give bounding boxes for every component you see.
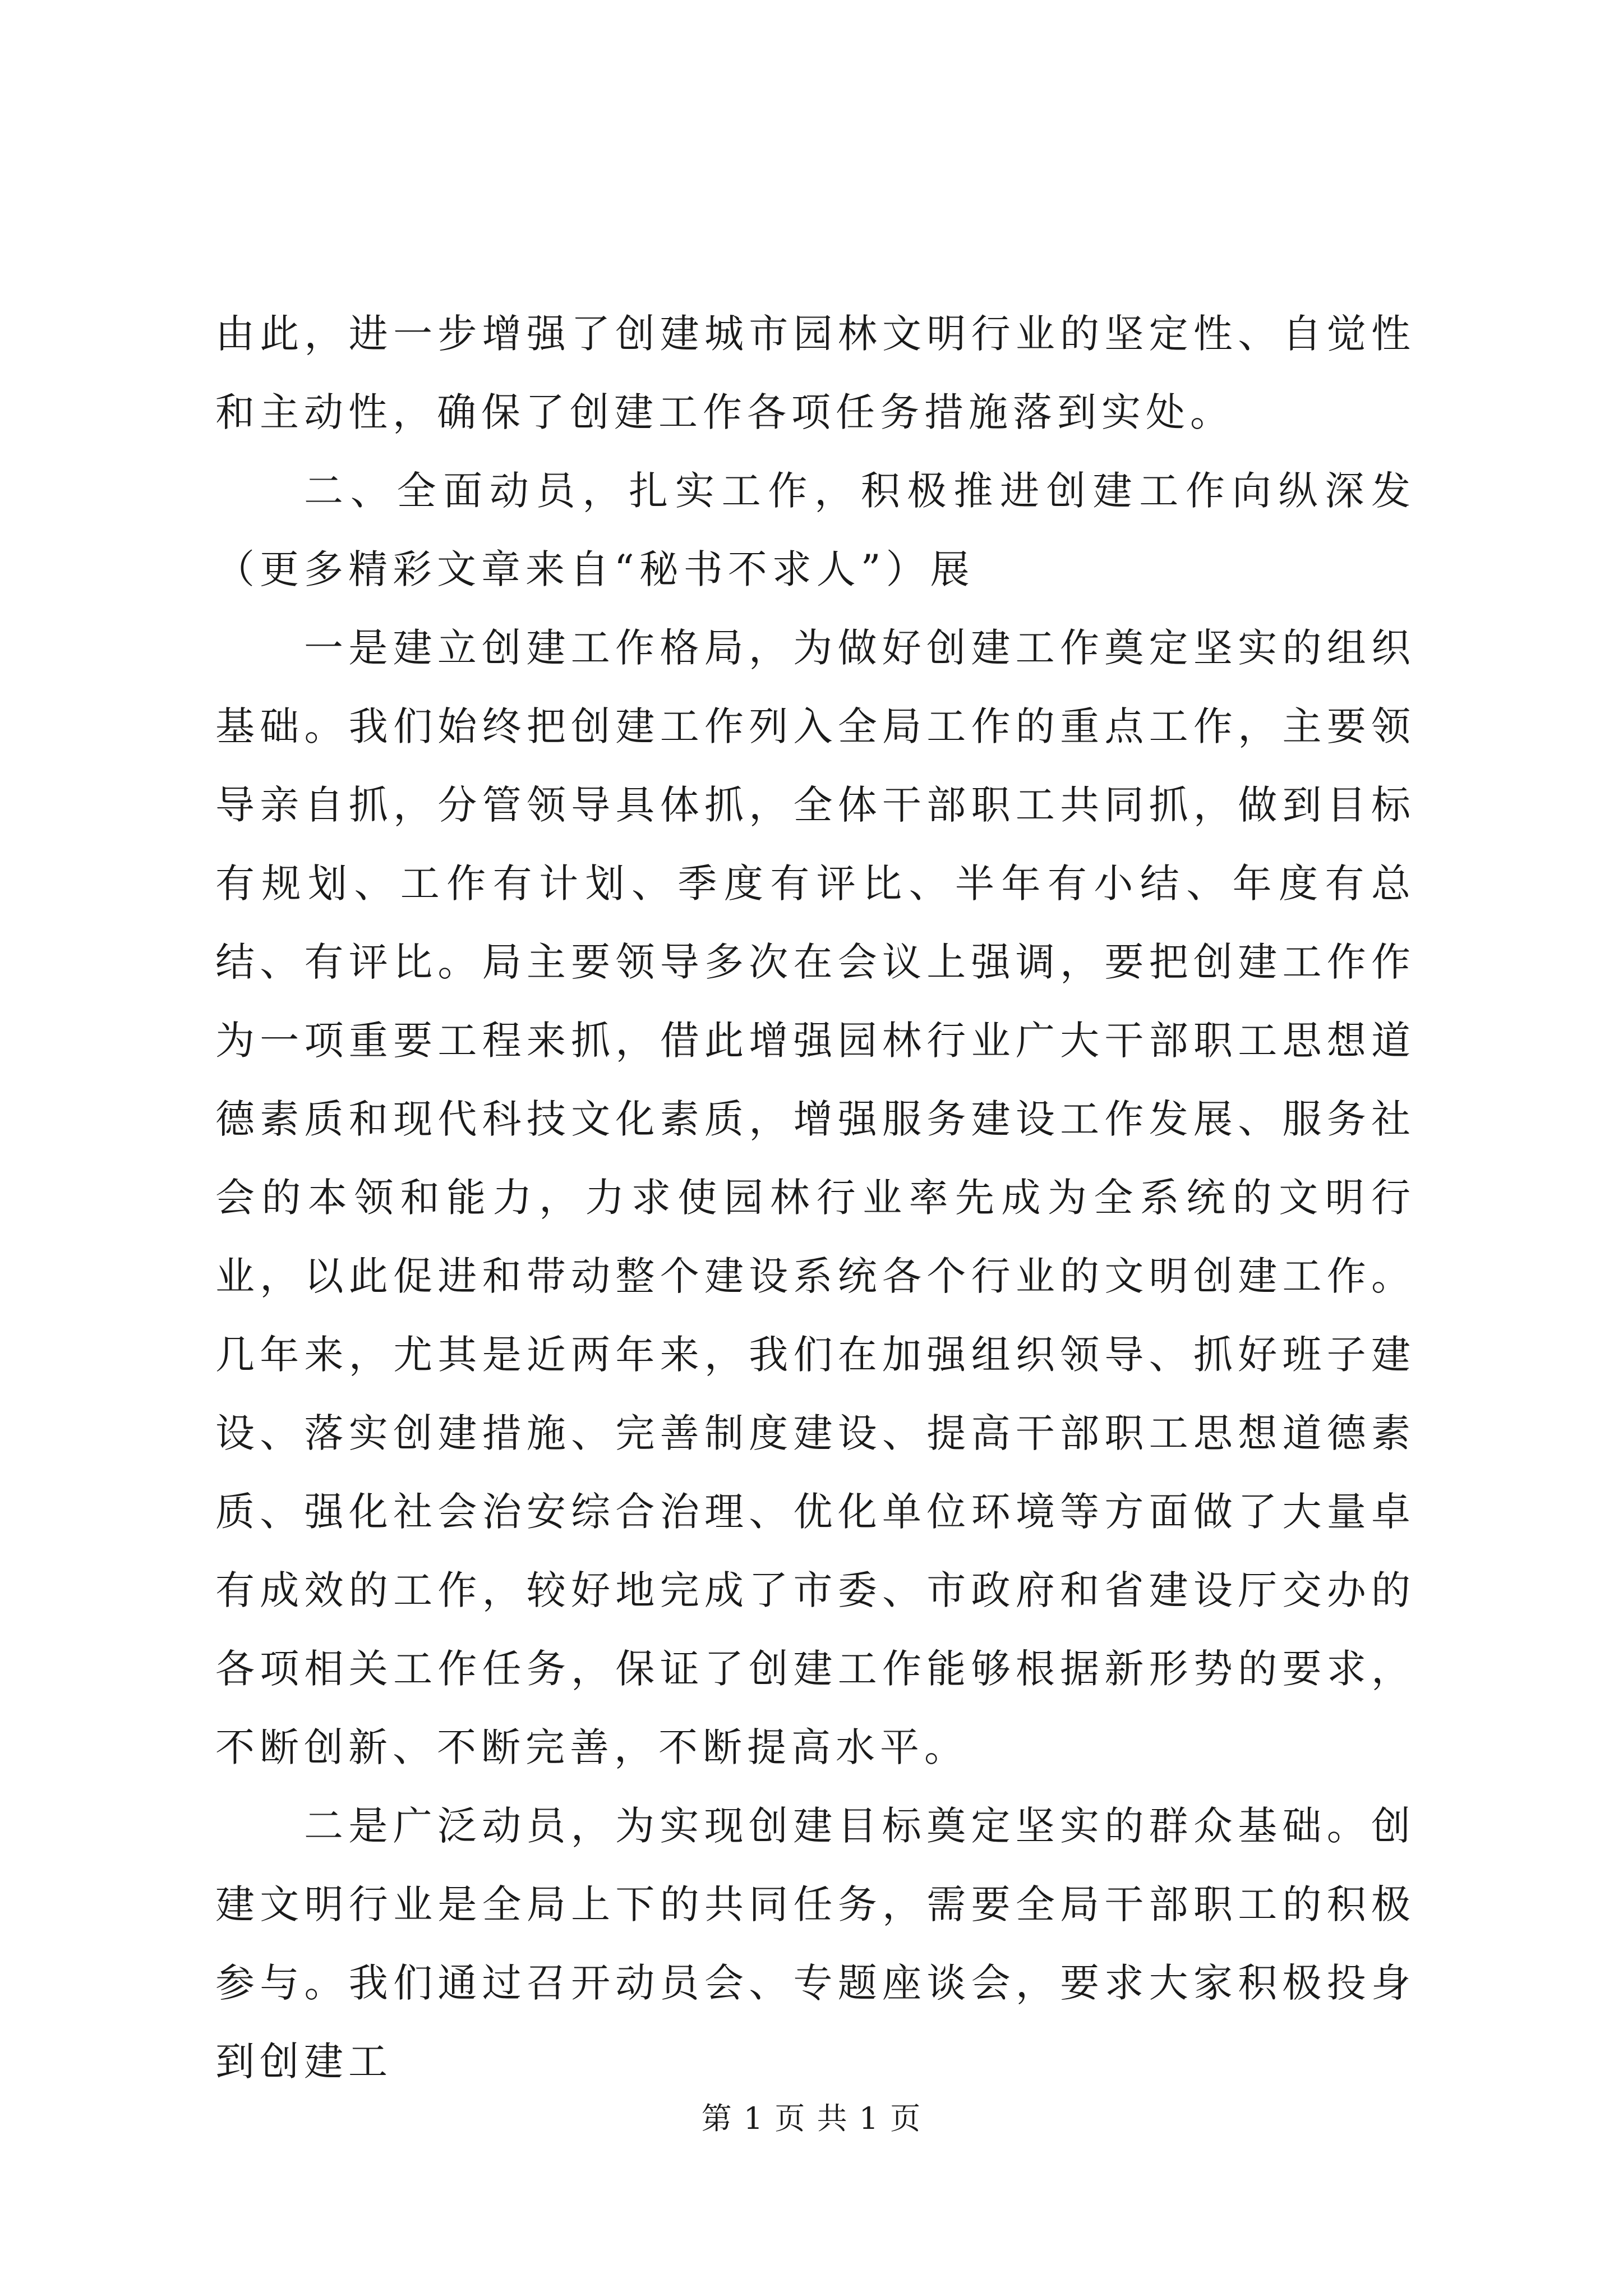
paragraph-continuation: 由此，进一步增强了创建城市园林文明行业的坚定性、自觉性和主动性，确保了创建工作各项任务措施落到实处。 (215, 311, 1415, 435)
paragraph-mobilization: 二是广泛动员，为实现创建目标奠定坚实的群众基础。创建文明行业是全局上下的共同任务，需要全局干部职工的积极参与。我们通过召开动员会、专题座谈会，要求大家积极投身到创建工 (215, 1803, 1415, 2085)
paragraph-organization: 一是建立创建工作格局，为做好创建工作奠定坚实的组织基础。我们始终把创建工作列入全局工作的重点工作，主要领导亲自抓，分管领导具体抓，全体干部职工共同抓，做到目标有规划、工作有计划、季度有评比、半年有小结、年度有总结、有评比。局主要领导多次在会议上强调，要把创建工作作为一项重要工程来抓，借此增强园林行业广大干部职工思想道德素质和现代科技文化素质，增强服务建设工作发展、服务社会的本领和能力，力求使园林行业率先成为全系统的文明行业，以此促进和带动整个建设系统各个行业的文明创建工作。几年来，尤其是近两年来，我们在加强组织领导、抓好班子建设、落实创建措施、完善制度建设、提高干部职工思想道德素质、强化社会治安综合治理、优化单位环境等方面做了大量卓有成效的工作，较好地完成了市委、市政府和省建设厅交办的各项相关工作任务，保证了创建工作能够根据新形势的要求，不断创新、不断完善，不断提高水平。 (215, 625, 1415, 1770)
page-number-footer: 第 1 页 共 1 页 (701, 2101, 922, 2136)
document-body (215, 295, 1415, 2101)
section-heading: 二、全面动员，扎实工作，积极推进创建工作向纵深发（更多精彩文章来自“秘书不求人”）展 (215, 468, 1415, 592)
